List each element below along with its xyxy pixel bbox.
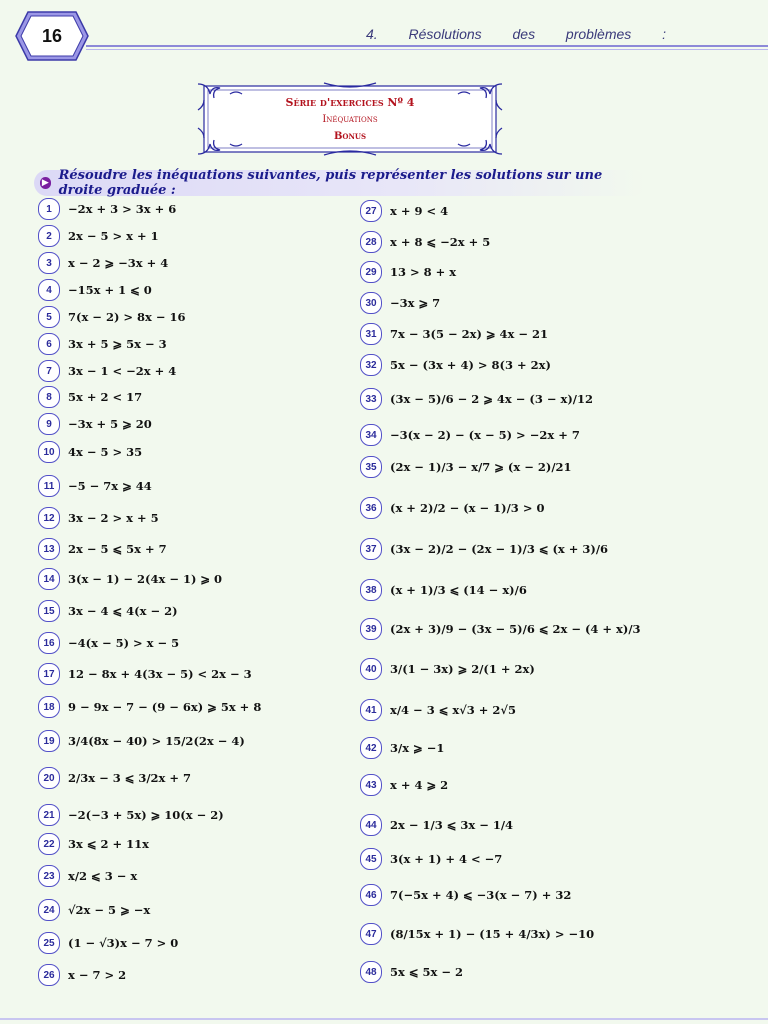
inequation-text: 2x − 5 ⩽ 5x + 7: [68, 542, 167, 556]
exercise-number-badge: 13: [38, 538, 60, 560]
exercise-item: [38, 278, 152, 302]
exercise-number-badge: 34: [360, 424, 382, 446]
exercise-number-badge: 35: [360, 456, 382, 478]
inequation-text: 3x − 2 > x + 5: [68, 511, 159, 525]
exercise-number-badge: 18: [38, 696, 60, 718]
inequation-text: (8/15x + 1) − (15 + 4/3x) > −10: [390, 927, 595, 941]
inequation-text: √2x − 5 ⩾ −x: [68, 903, 151, 917]
exercise-number-badge: 45: [360, 848, 382, 870]
exercise-item: [360, 455, 572, 479]
inequation-text: 2x − 5 > x + 1: [68, 229, 159, 243]
exercise-number-badge: 42: [360, 737, 382, 759]
exercise-item: [360, 322, 548, 346]
header-rule: [86, 45, 768, 47]
exercise-number-badge: 33: [360, 388, 382, 410]
exercise-item: [38, 537, 167, 561]
inequation-text: −2(−3 + 5x) ⩾ 10(x − 2): [68, 808, 224, 822]
exercise-item: [38, 766, 191, 790]
instruction-banner: [34, 170, 646, 196]
page-header: [0, 0, 768, 72]
inequation-text: 3/x ⩾ −1: [390, 741, 445, 755]
header-rule-thin: [86, 49, 768, 50]
inequation-text: x + 4 ⩾ 2: [390, 778, 449, 792]
inequation-text: (1 − √3)x − 7 > 0: [68, 936, 179, 950]
chapter-word: des: [512, 26, 536, 42]
inequation-text: 7(x − 2) > 8x − 16: [68, 310, 186, 324]
exercise-item: [360, 773, 448, 797]
exercise-item: [38, 474, 152, 498]
inequation-text: −15x + 1 ⩽ 0: [68, 283, 152, 297]
inequation-text: −3(x − 2) − (x − 5) > −2x + 7: [390, 428, 580, 442]
inequation-text: −3x + 5 ⩾ 20: [68, 417, 152, 431]
exercise-item: [38, 963, 126, 987]
exercise-item: [360, 496, 544, 520]
inequation-text: 3(x − 1) − 2(4x − 1) ⩾ 0: [68, 572, 223, 586]
inequation-text: 3x − 1 < −2x + 4: [68, 364, 177, 378]
inequation-text: 13 > 8 + x: [390, 265, 457, 279]
exercise-number-badge: 27: [360, 200, 382, 222]
exercise-number-badge: 7: [38, 360, 60, 382]
inequation-text: 3x − 4 ⩽ 4(x − 2): [68, 604, 178, 618]
exercise-item: [360, 260, 456, 284]
exercise-item: [38, 864, 137, 888]
inequation-text: −4(x − 5) > x − 5: [68, 636, 180, 650]
series-heading: Série d'exercices Nº 4: [285, 95, 415, 109]
exercise-number-badge: 6: [38, 333, 60, 355]
exercise-number-badge: 11: [38, 475, 60, 497]
exercise-number-badge: 24: [38, 899, 60, 921]
inequation-text: 2x − 1/3 ⩽ 3x − 1/4: [390, 818, 514, 832]
exercise-number-badge: 14: [38, 568, 60, 590]
inequation-text: x − 2 ⩾ −3x + 4: [68, 256, 169, 270]
exercise-number-badge: 28: [360, 231, 382, 253]
exercise-item: [38, 251, 168, 275]
inequation-text: 4x − 5 > 35: [68, 445, 143, 459]
exercise-item: [38, 224, 159, 248]
exercise-number-badge: 29: [360, 261, 382, 283]
inequation-text: 3/(1 − 3x) ⩾ 2/(1 + 2x): [390, 662, 535, 676]
exercise-item: [38, 729, 245, 753]
inequation-text: 7x − 3(5 − 2x) ⩾ 4x − 21: [390, 327, 549, 341]
exercise-number-badge: 39: [360, 618, 382, 640]
inequation-text: (3x − 2)/2 − (2x − 1)/3 ⩽ (x + 3)/6: [390, 542, 609, 556]
exercise-number-badge: 5: [38, 306, 60, 328]
exercise-number-badge: 38: [360, 579, 382, 601]
series-level: Bonus: [333, 130, 367, 142]
exercise-number-badge: 41: [360, 699, 382, 721]
chapter-number: 4.: [366, 26, 378, 42]
exercise-number-badge: 8: [38, 386, 60, 408]
exercise-item: [360, 922, 594, 946]
exercise-number-badge: 2: [38, 225, 60, 247]
exercise-number-badge: 10: [38, 441, 60, 463]
exercise-number-badge: 15: [38, 600, 60, 622]
inequation-text: 2/3x − 3 ⩽ 3/2x + 7: [68, 771, 192, 785]
exercise-item: [38, 440, 142, 464]
exercise-number-badge: 37: [360, 538, 382, 560]
exercise-item: [38, 832, 149, 856]
exercise-item: [360, 578, 527, 602]
inequation-text: x + 8 ⩽ −2x + 5: [390, 235, 491, 249]
exercise-item: [360, 423, 580, 447]
exercise-item: [360, 617, 641, 641]
exercise-item: [360, 657, 535, 681]
exercise-item: [38, 567, 222, 591]
exercise-number-badge: 23: [38, 865, 60, 887]
exercise-item: [38, 599, 178, 623]
exercise-number-badge: 26: [38, 964, 60, 986]
exercise-item: [360, 698, 516, 722]
exercise-item: [360, 813, 513, 837]
exercise-number-badge: 9: [38, 413, 60, 435]
inequation-text: 5x ⩽ 5x − 2: [390, 965, 464, 979]
page-number: 16: [41, 25, 63, 46]
exercise-item: [38, 803, 224, 827]
exercise-item: [360, 353, 551, 377]
inequation-text: x + 9 < 4: [390, 204, 449, 218]
exercise-number-badge: 44: [360, 814, 382, 836]
instruction-text: Résoudre les inéquations suivantes, puis représenter les solutions sur une droite graduée :: [58, 168, 603, 198]
exercise-number-badge: 12: [38, 507, 60, 529]
exercise-number-badge: 1: [38, 198, 60, 220]
inequation-text: x/2 ⩽ 3 − x: [68, 869, 138, 883]
exercise-number-badge: 46: [360, 884, 382, 906]
inequation-text: 3x ⩽ 2 + 11x: [68, 837, 150, 851]
series-title: [194, 88, 506, 150]
exercise-item: [360, 736, 444, 760]
exercise-number-badge: 32: [360, 354, 382, 376]
inequation-text: x − 7 > 2: [68, 968, 127, 982]
exercise-number-badge: 31: [360, 323, 382, 345]
exercise-item: [360, 537, 608, 561]
exercise-number-badge: 21: [38, 804, 60, 826]
exercise-number-badge: 3: [38, 252, 60, 274]
exercise-item: [360, 387, 593, 411]
inequation-text: 12 − 8x + 4(3x − 5) < 2x − 3: [68, 667, 252, 681]
exercise-number-badge: 22: [38, 833, 60, 855]
inequation-text: (2x + 3)/9 − (3x − 5)/6 ⩽ 2x − (4 + x)/3: [390, 622, 641, 636]
exercise-item: [360, 291, 440, 315]
exercise-number-badge: 43: [360, 774, 382, 796]
exercise-number-badge: 48: [360, 961, 382, 983]
exercise-column-right: [360, 197, 760, 997]
inequation-text: (2x − 1)/3 − x/7 ⩾ (x − 2)/21: [390, 460, 572, 474]
inequation-text: 3/4(8x − 40) > 15/2(2x − 4): [68, 734, 245, 748]
exercise-item: [360, 199, 448, 223]
exercise-number-badge: 16: [38, 632, 60, 654]
exercise-number-badge: 47: [360, 923, 382, 945]
inequation-text: −5 − 7x ⩾ 44: [68, 479, 152, 493]
exercise-number-badge: 25: [38, 932, 60, 954]
exercise-number-badge: 40: [360, 658, 382, 680]
chapter-word: Résolutions: [408, 26, 482, 42]
exercise-column-left: [38, 197, 358, 997]
exercise-item: [38, 332, 167, 356]
exercise-item: [38, 197, 176, 221]
exercise-item: [38, 506, 159, 530]
exercise-item: [38, 359, 176, 383]
series-topic: Inéquations: [322, 113, 378, 125]
exercise-item: [38, 631, 179, 655]
chapter-word: :: [662, 26, 666, 42]
arrow-right-icon: ▶: [41, 178, 49, 188]
exercise-item: [360, 960, 463, 984]
exercise-number-badge: 20: [38, 767, 60, 789]
exercise-item: [38, 412, 152, 436]
chapter-title: [366, 26, 666, 46]
footer-rule: [0, 1018, 768, 1020]
exercise-item: [360, 230, 490, 254]
exercise-item: [360, 883, 571, 907]
inequation-text: (x + 2)/2 − (x − 1)/3 > 0: [390, 501, 545, 515]
inequation-text: 3(x + 1) + 4 < −7: [390, 852, 503, 866]
exercise-item: [38, 695, 261, 719]
chapter-word: problèmes: [565, 26, 632, 42]
inequation-text: 5x − (3x + 4) > 8(3 + 2x): [390, 358, 551, 372]
exercise-number-badge: 17: [38, 663, 60, 685]
exercise-number-badge: 4: [38, 279, 60, 301]
exercise-number-badge: 36: [360, 497, 382, 519]
inequation-text: 7(−5x + 4) ⩽ −3(x − 7) + 32: [390, 888, 572, 902]
exercise-number-badge: 19: [38, 730, 60, 752]
exercise-item: [38, 305, 186, 329]
inequation-text: 5x + 2 < 17: [68, 390, 143, 404]
exercise-item: [38, 662, 252, 686]
inequation-text: 9 − 9x − 7 − (9 − 6x) ⩾ 5x + 8: [68, 700, 262, 714]
inequation-text: −2x + 3 > 3x + 6: [68, 202, 177, 216]
inequation-text: 3x + 5 ⩾ 5x − 3: [68, 337, 167, 351]
inequation-text: (3x − 5)/6 − 2 ⩾ 4x − (3 − x)/12: [390, 392, 593, 406]
exercise-item: [38, 385, 142, 409]
exercise-item: [360, 847, 502, 871]
inequation-text: x/4 − 3 ⩽ x√3 + 2√5: [390, 703, 516, 717]
inequation-text: (x + 1)/3 ⩽ (14 − x)/6: [390, 583, 527, 597]
inequation-text: −3x ⩾ 7: [390, 296, 441, 310]
exercise-item: [38, 931, 178, 955]
exercise-number-badge: 30: [360, 292, 382, 314]
exercise-item: [38, 898, 150, 922]
